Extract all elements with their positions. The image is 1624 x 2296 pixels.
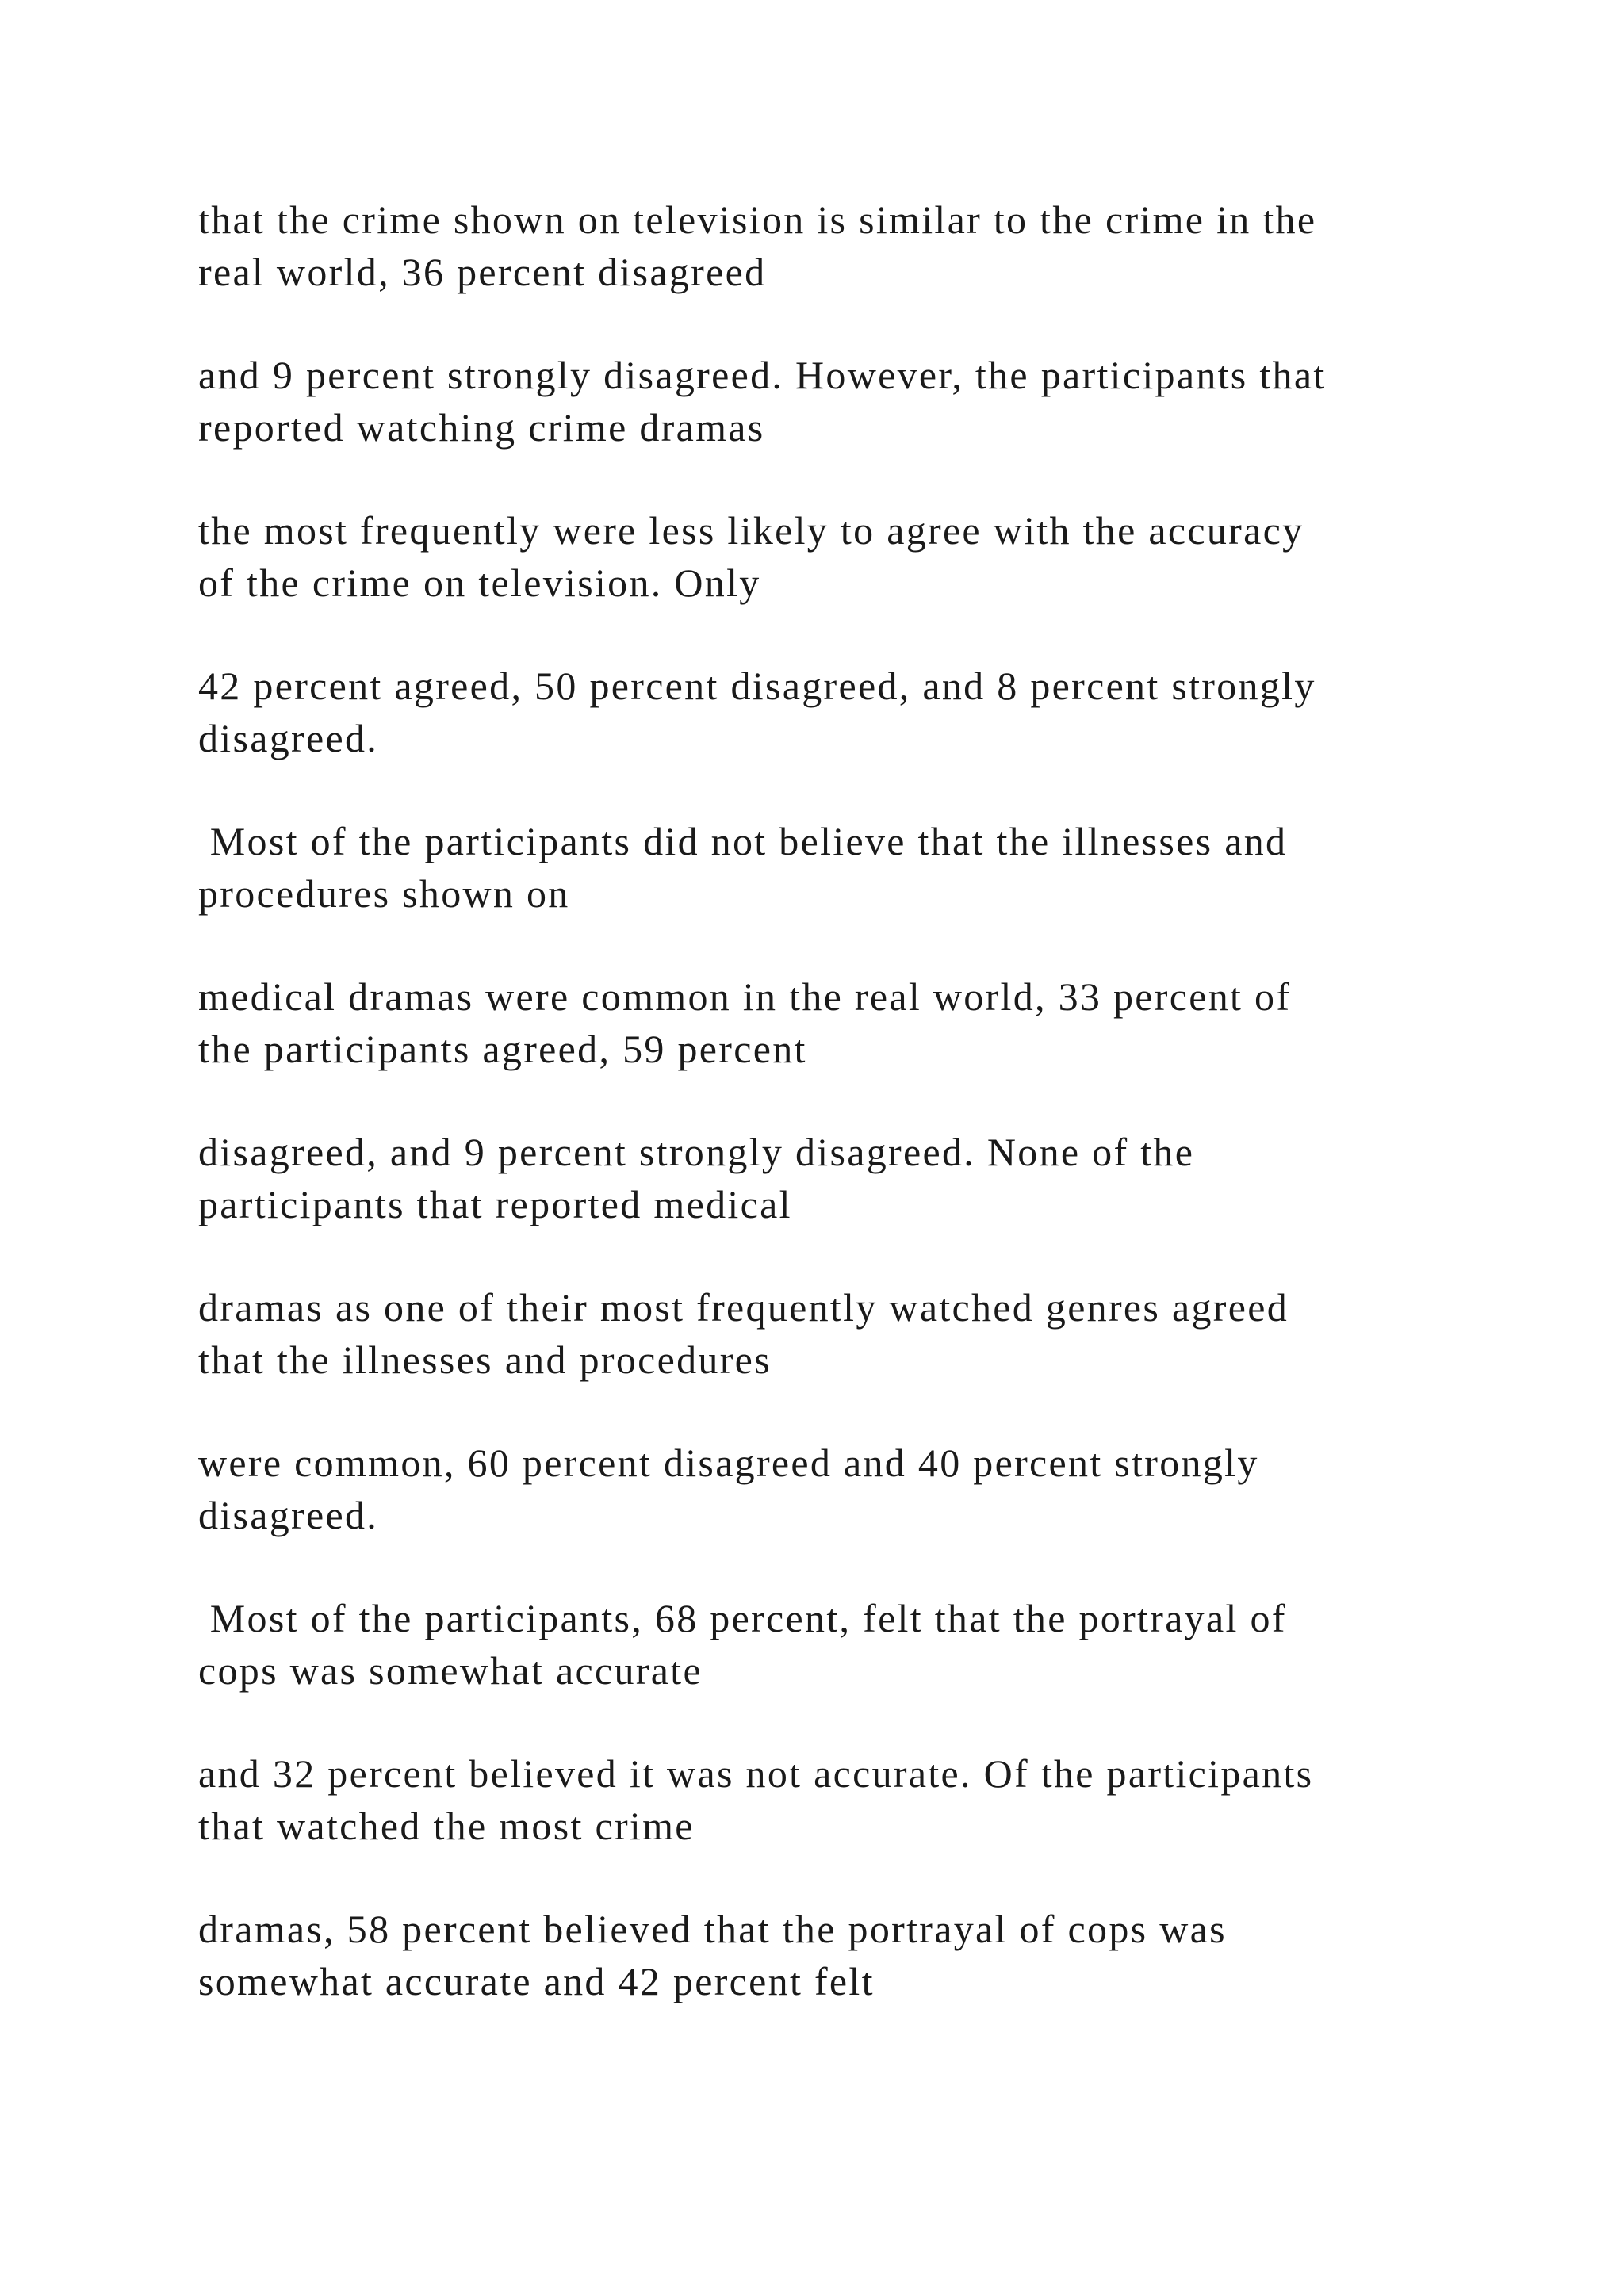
text-line: that watched the most crime [198, 1804, 695, 1848]
text-line: dramas as one of their most frequently watched genres agreed [198, 1285, 1289, 1330]
text-line: cops was somewhat accurate [198, 1648, 703, 1693]
paragraph [198, 1281, 1467, 1386]
text-line: that the illnesses and procedures [198, 1337, 772, 1382]
paragraph [198, 1126, 1467, 1230]
text-line: real world, 36 percent disagreed [198, 250, 767, 294]
paragraph [198, 1903, 1467, 2007]
paragraph [198, 1747, 1467, 1852]
text-line: that the crime shown on television is similar to the crime in the [198, 197, 1317, 242]
text-line: and 9 percent strongly disagreed. However, the participants that [198, 353, 1327, 397]
paragraph [198, 1592, 1467, 1697]
text-line: dramas, 58 percent believed that the portrayal of cops was [198, 1907, 1227, 1951]
text-line: the most frequently were less likely to agree with the accuracy [198, 508, 1304, 553]
text-line: procedures shown on [198, 871, 570, 916]
text-line: Most of the participants did not believe that the illnesses and [198, 819, 1288, 863]
text-line: the participants agreed, 59 percent [198, 1027, 807, 1071]
text-line: disagreed, and 9 percent strongly disagreed. None of the [198, 1130, 1195, 1174]
text-line: Most of the participants, 68 percent, felt that the portrayal of [198, 1596, 1287, 1640]
text-line: and 32 percent believed it was not accurate. Of the participants [198, 1751, 1314, 1796]
document-body [198, 193, 1467, 2058]
paragraph [198, 504, 1467, 609]
text-line: of the crime on television. Only [198, 561, 761, 605]
text-line: disagreed. [198, 716, 379, 760]
text-line: participants that reported medical [198, 1182, 792, 1226]
text-line: reported watching crime dramas [198, 405, 765, 450]
paragraph [198, 660, 1467, 764]
paragraph [198, 815, 1467, 920]
text-line: were common, 60 percent disagreed and 40 percent strongly [198, 1441, 1259, 1485]
text-line: somewhat accurate and 42 percent felt [198, 1959, 875, 2003]
text-line: 42 percent agreed, 50 percent disagreed, and 8 percent strongly [198, 664, 1316, 708]
text-line: medical dramas were common in the real world, 33 percent of [198, 974, 1292, 1019]
paragraph [198, 1437, 1467, 1541]
paragraph [198, 193, 1467, 298]
text-line: disagreed. [198, 1493, 379, 1537]
paragraph [198, 970, 1467, 1075]
paragraph [198, 349, 1467, 453]
